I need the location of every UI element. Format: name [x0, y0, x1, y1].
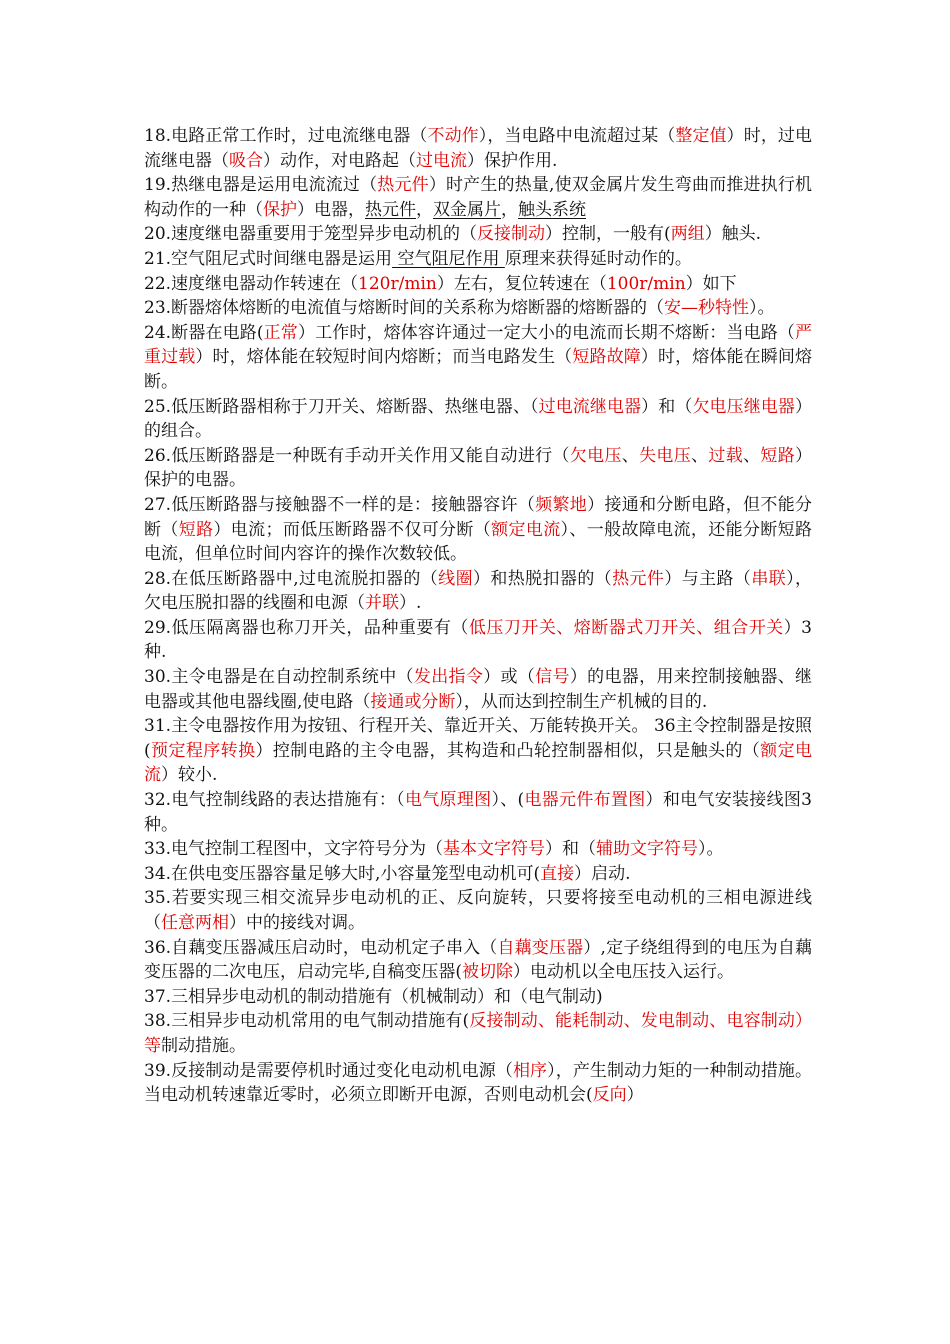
answer-text: 直接: [540, 863, 575, 884]
question-q28: [144, 567, 812, 616]
question-text: ）时，过电流继电器（: [144, 126, 813, 171]
underlined-text: 触头系统: [518, 199, 586, 220]
question-q38: [144, 1009, 812, 1058]
question-text: ）.: [399, 593, 422, 614]
question-q34: [144, 862, 812, 887]
question-q31: [144, 714, 812, 788]
answer-text: 100r/min: [606, 273, 686, 294]
question-q23: [144, 296, 812, 321]
question-text: 29.低压隔离器也称刀开关，品种重要有（: [144, 617, 469, 638]
question-text: ）电流；而低压断路器不仅可分断（: [213, 519, 492, 540]
question-text: 32.电气控制线路的表达措施有：（: [144, 790, 405, 811]
underlined-text: 热元件: [365, 199, 416, 220]
answer-text: 欠电压: [569, 445, 622, 466]
question-text: 34.在供电变压器容量足够大时,小容量笼型电动机可(: [144, 863, 541, 884]
question-text: ）接通和分断电路，但不能分断（: [144, 494, 813, 540]
document-body: [144, 124, 812, 1108]
question-text: ）的电器，用来控制接触器、继电器或其他电器线圈,使电路（: [144, 667, 813, 712]
question-text: 22.速度继电器动作转速在（: [144, 273, 359, 294]
question-text: ）,定子绕组得到的电压为自藕变压器的二次电压，启动完毕,自稿变压器(: [144, 937, 813, 983]
question-text: ，: [416, 199, 433, 220]
question-q22: [144, 272, 812, 297]
question-text: 、: [743, 445, 761, 466]
question-q24: [144, 321, 812, 395]
question-text: ）。: [749, 298, 775, 319]
question-text: ）控制电路的主令电器，其构造和凸轮控制器相似，只是触头的（: [255, 740, 761, 761]
question-q35: [144, 886, 812, 935]
question-text: ）如下: [685, 273, 737, 294]
question-text: ）或（: [483, 667, 536, 688]
question-q29: [144, 616, 812, 665]
question-text: 35.若要实现三相交流异步电动机的正、反向旋转，只要将接至电动机的三相电源进线（: [144, 888, 812, 933]
answer-text: 失电压: [639, 445, 692, 466]
question-text: ）和（: [641, 396, 693, 417]
question-text: ）触头.: [704, 224, 762, 245]
question-q37: [144, 985, 812, 1010]
question-text: 、: [621, 445, 640, 466]
question-text: 21.空气阻尼式时间继电器是运用: [144, 248, 393, 269]
answer-text: 反向: [592, 1085, 627, 1106]
answer-text: 信号: [535, 667, 570, 688]
answer-text: 正常: [263, 322, 298, 343]
question-q36: [144, 936, 812, 985]
question-text: ）时产生的热量,使双金属片发生弯曲而推进执行机构动作的一种（: [144, 175, 813, 220]
question-text: ）左右，复位转速在（: [436, 273, 607, 294]
question-text: 、: [691, 445, 709, 466]
question-text: ）、一般故障电流，还能分断短路电流，但单位时间内容许的操作次数较低。: [144, 519, 813, 565]
answer-text: 电器元件布置图: [524, 790, 646, 811]
question-text: 原理来获得延时动作的。: [504, 248, 692, 269]
question-text: ）电动机以全电压技入运行。: [513, 962, 735, 983]
answer-text: 预定程序转换: [150, 740, 256, 761]
question-text: 26.低压断路器是一种既有手动开关作用又能自动进行（: [144, 445, 570, 466]
answer-text: 短路故障: [572, 347, 641, 368]
question-text: 20.速度继电器重要用于笼型异步电动机的（: [144, 224, 478, 245]
underlined-text: 空气阻尼作用: [392, 248, 505, 269]
question-text: 38.三相异步电动机常用的电气制动措施有(: [144, 1011, 470, 1032]
question-text: ）、(: [491, 790, 525, 811]
question-q27: [144, 493, 812, 567]
question-text: ）和（: [545, 839, 597, 860]
question-text: 23.断器熔体熔断的电流值与熔断时间的关系称为熔断器的熔断器的（: [144, 298, 665, 319]
question-text: ）与主路（: [664, 568, 752, 589]
answer-text: 整定值: [675, 126, 727, 146]
question-q39: [144, 1059, 812, 1108]
question-text: ）和热脱扣器的（: [472, 568, 613, 589]
question-text: ）中的接线对调。: [229, 913, 365, 933]
answer-text: 并联: [365, 593, 399, 614]
answer-text: 基本文字符号: [443, 839, 546, 860]
answer-text: 接通或分断: [370, 691, 456, 712]
answer-text: 自藕变压器: [497, 937, 584, 958]
question-text: ）保护的电器。: [144, 445, 813, 491]
answer-text: 低压刀开关、熔断器式刀开关、组合开关: [468, 617, 784, 638]
answer-text: 额定电流: [491, 519, 561, 540]
answer-text: 任意两相: [161, 913, 229, 933]
question-text: 27.低压断路器与接触器不一样的是：接触器容许（: [144, 494, 536, 515]
question-text: ），当电路中电流超过某（: [478, 126, 676, 146]
answer-text: 保护: [263, 199, 297, 220]
answer-text: 短路: [178, 519, 214, 540]
answer-text: 吸合: [229, 150, 263, 171]
question-text: ），从而达到控制生产机械的目的.: [455, 691, 708, 712]
question-q26: [144, 444, 812, 493]
question-text: ），欠电压脱扣器的线圈和电源（: [144, 568, 813, 614]
answer-text: 过载: [708, 445, 744, 466]
answer-text: 辅助文字符号: [596, 839, 699, 860]
question-q33: [144, 837, 812, 862]
question-text: 37.三相异步电动机的制动措施有（机械制动）和（电气制动): [144, 986, 603, 1007]
answer-text: 频繁地: [535, 494, 588, 515]
answer-text: 发出指令: [413, 667, 484, 688]
question-text: ）较小.: [161, 765, 218, 786]
underlined-text: 双金属片: [433, 199, 501, 220]
question-text: ）时，熔体能在瞬间熔断。: [144, 347, 813, 392]
question-q25: [144, 395, 812, 444]
question-text: 28.在低压断路器中,过电流脱扣器的（: [144, 568, 439, 589]
answer-text: 线圈: [438, 568, 473, 589]
answer-text: 热元件: [612, 568, 665, 589]
answer-text: 反接制动、能耗制动、发电制动、电容制动）等: [144, 1011, 813, 1056]
question-text: ，: [501, 199, 518, 220]
answer-text: 热元件: [377, 175, 429, 196]
question-text: ）工作时，熔体容许通过一定大小的电流而长期不熔断：当电路（: [297, 322, 796, 343]
question-text: 24.断器在电路(: [144, 322, 264, 343]
question-text: 25.低压断路器相称于刀开关、熔断器、热继电器、（: [144, 396, 539, 417]
question-text: ）保护作用.: [467, 150, 558, 171]
answer-text: 被切除: [462, 962, 514, 983]
question-text: 19.热继电器是运用电流流过（: [144, 175, 378, 196]
question-text: ）电器，: [297, 199, 365, 220]
question-q32: [144, 788, 812, 837]
answer-text: 严重过载: [144, 322, 813, 368]
answer-text: 120r/min: [358, 273, 437, 294]
question-text: 33.电气控制工程图中，文字符号分为（: [144, 839, 444, 860]
question-text: ）启动.: [574, 863, 631, 884]
answer-text: 欠电压继电器: [692, 396, 795, 417]
answer-text: 不动作: [427, 126, 479, 146]
question-text: ）和电气安装接线图3种。: [144, 790, 812, 835]
question-text: ）3种.: [144, 617, 812, 663]
answer-text: 过电流: [416, 150, 467, 171]
question-text: ）。: [698, 839, 724, 860]
question-text: 36.自藕变压器减压启动时，电动机定子串入（: [144, 937, 498, 958]
question-text: 制动措施。: [161, 1035, 246, 1056]
question-text: 31.主令电器按作用为按钮、行程开关、靠近开关、万能转换开关。 36主令控制器是按照(: [144, 716, 812, 761]
answer-text: 两组: [670, 224, 705, 245]
answer-text: 短路: [760, 445, 796, 466]
question-text: ）: [626, 1085, 644, 1106]
answer-text: 电气原理图: [404, 790, 492, 811]
question-text: ）的组合。: [144, 396, 812, 442]
question-text: ）动作，对电路起（: [263, 150, 416, 171]
question-text: 39.反接制动是需要停机时通过变化电动机电源（: [144, 1060, 513, 1081]
question-q20: [144, 222, 812, 247]
question-text: ）时，熔体能在较短时间内熔断；而当电路发生（: [195, 347, 573, 368]
answer-text: 相序: [512, 1060, 548, 1081]
question-q19: [144, 173, 812, 222]
answer-text: 额定电流: [144, 740, 813, 786]
question-text: ）控制，一般有(: [545, 224, 671, 245]
question-q18: [144, 124, 812, 173]
question-q30: [144, 665, 812, 714]
answer-text: 反接制动: [477, 224, 546, 245]
question-q21: [144, 247, 812, 272]
question-text: 18.电路正常工作时，过电流继电器（: [144, 126, 428, 146]
answer-text: 安—秒特性: [664, 298, 750, 319]
answer-text: 过电流继电器: [538, 396, 642, 417]
question-text: 30.主令电器是在自动控制系统中（: [144, 667, 414, 688]
question-text: ），产生制动力矩的一种制动措施。当电动机转速靠近零时，必须立即断开电源，否则电动机会(: [144, 1060, 813, 1106]
answer-text: 串联: [751, 568, 787, 589]
